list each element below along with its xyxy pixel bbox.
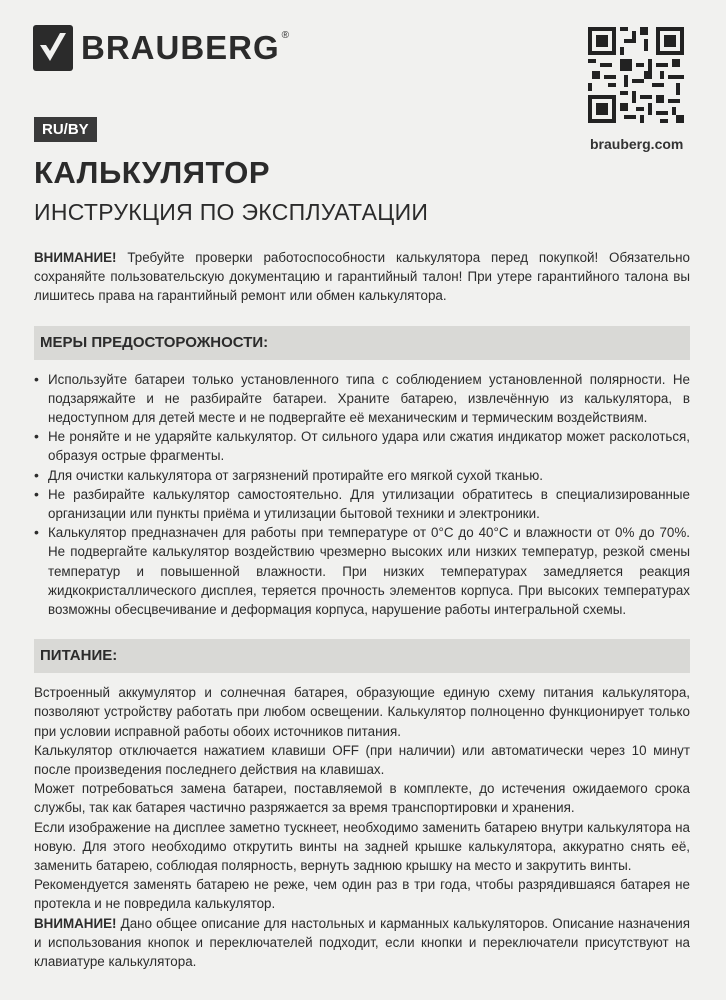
precautions-list <box>34 370 690 620</box>
page-title: КАЛЬКУЛЯТОР <box>34 155 271 190</box>
list-item: • Не роняйте и не ударяйте калькулятор. От сильного удара или сжатия индикатор может расколоться, образуя острые фрагменты. <box>34 427 690 465</box>
precautions-heading: МЕРЫ ПРЕДОСТОРОЖНОСТИ: <box>34 326 690 360</box>
document-body <box>34 248 690 971</box>
qr-code-icon[interactable] <box>588 27 684 123</box>
brand-name: BRAUBERG ® <box>81 29 291 66</box>
list-item: • Не разбирайте калькулятор самостоятельно. Для утилизации обратитесь в специализированные организации или пункты приёма и утилизации бытовой техники и электроники. <box>34 485 690 523</box>
power-heading: ПИТАНИЕ: <box>34 639 690 673</box>
website-link[interactable]: brauberg.com <box>590 136 684 152</box>
power-paragraph: Рекомендуется заменять батарею не реже, чем один раз в три года, чтобы разрядившаяся батарея не протекла и не повредила калькулятор. <box>34 877 690 912</box>
brauberg-check-logo-icon <box>33 25 73 71</box>
attention-text: Дано общее описание для настольных и карманных калькуляторов. Описание назначения и использования кнопок и переключателей подходит, если кнопки и переключатели присутствуют на клавиатуре калькулятора. <box>34 915 690 970</box>
page-subtitle: ИНСТРУКЦИЯ ПО ЭКСПЛУАТАЦИИ <box>34 199 429 225</box>
list-item: • Калькулятор предназначен для работы при температуре от 0°C до 40°C и влажности от 0% до 70%. Не подвергайте калькулятор воздействию чрезмерно высоких или низких температур, резкой смены температур и повышенной влажности. При низких температурах замедляется реакция жидкокристаллического дисплея, теряется прочность элементов корпуса. При высоких температурах возможны обесцвечивание и деформация корпуса, нарушение работы интегральной схемы. <box>34 523 690 619</box>
power-paragraph: Встроенный аккумулятор и солнечная батарея, образующие единую схему питания калькулятора, позволяют устройству работать при любом освещении. Калькулятор полноценно функционирует только при условии исправной работы обоих источников питания. <box>34 685 690 739</box>
attention-label: ВНИМАНИЕ! <box>34 915 117 931</box>
attention-notice-2 <box>34 914 690 972</box>
power-paragraph: Если изображение на дисплее заметно тускнеет, необходимо заменить батарею внутри калькулятора на новую. Для этого необходимо открутить винты на задней крышке калькулятора, аккуратно снять её, заменить батарею, соблюдая полярность, вернуть заднюю крышку на место и закрутить винты. <box>34 819 690 874</box>
page-header <box>0 0 726 225</box>
attention-notice <box>34 248 690 306</box>
list-item: • Используйте батареи только установленного типа с соблюдением установленной полярности. Не подзаряжайте и не разбирайте батареи. Храните батарею, извлечённую из калькулятора, в недоступном для детей месте и не подвергайте её механическим и термическим воздействиям. <box>34 370 690 428</box>
power-paragraph: Может потребоваться замена батареи, поставляемой в комплекте, до истечения ожидаемого срока службы, так как батарея частично разряжается за время транспортировки и хранения. <box>34 781 690 816</box>
list-item: • Для очистки калькулятора от загрязнений протирайте его мягкой сухой тканью. <box>34 466 690 485</box>
attention-label: ВНИМАНИЕ! <box>34 250 117 265</box>
attention-text: Требуйте проверки работоспособности калькулятора перед покупкой! Обязательно сохраняйте пользовательскую документацию и гарантийный талон! При утере гарантийного талона вы лишитесь права на гарантийный ремонт или обмен калькулятора. <box>34 250 690 304</box>
brand-logo[interactable] <box>33 25 290 71</box>
language-badge: RU/BY <box>34 117 97 142</box>
power-paragraph: Калькулятор отключается нажатием клавиши OFF (при наличии) или автоматически через 10 минут после произведения последнего действия на клавишах. <box>34 742 690 778</box>
